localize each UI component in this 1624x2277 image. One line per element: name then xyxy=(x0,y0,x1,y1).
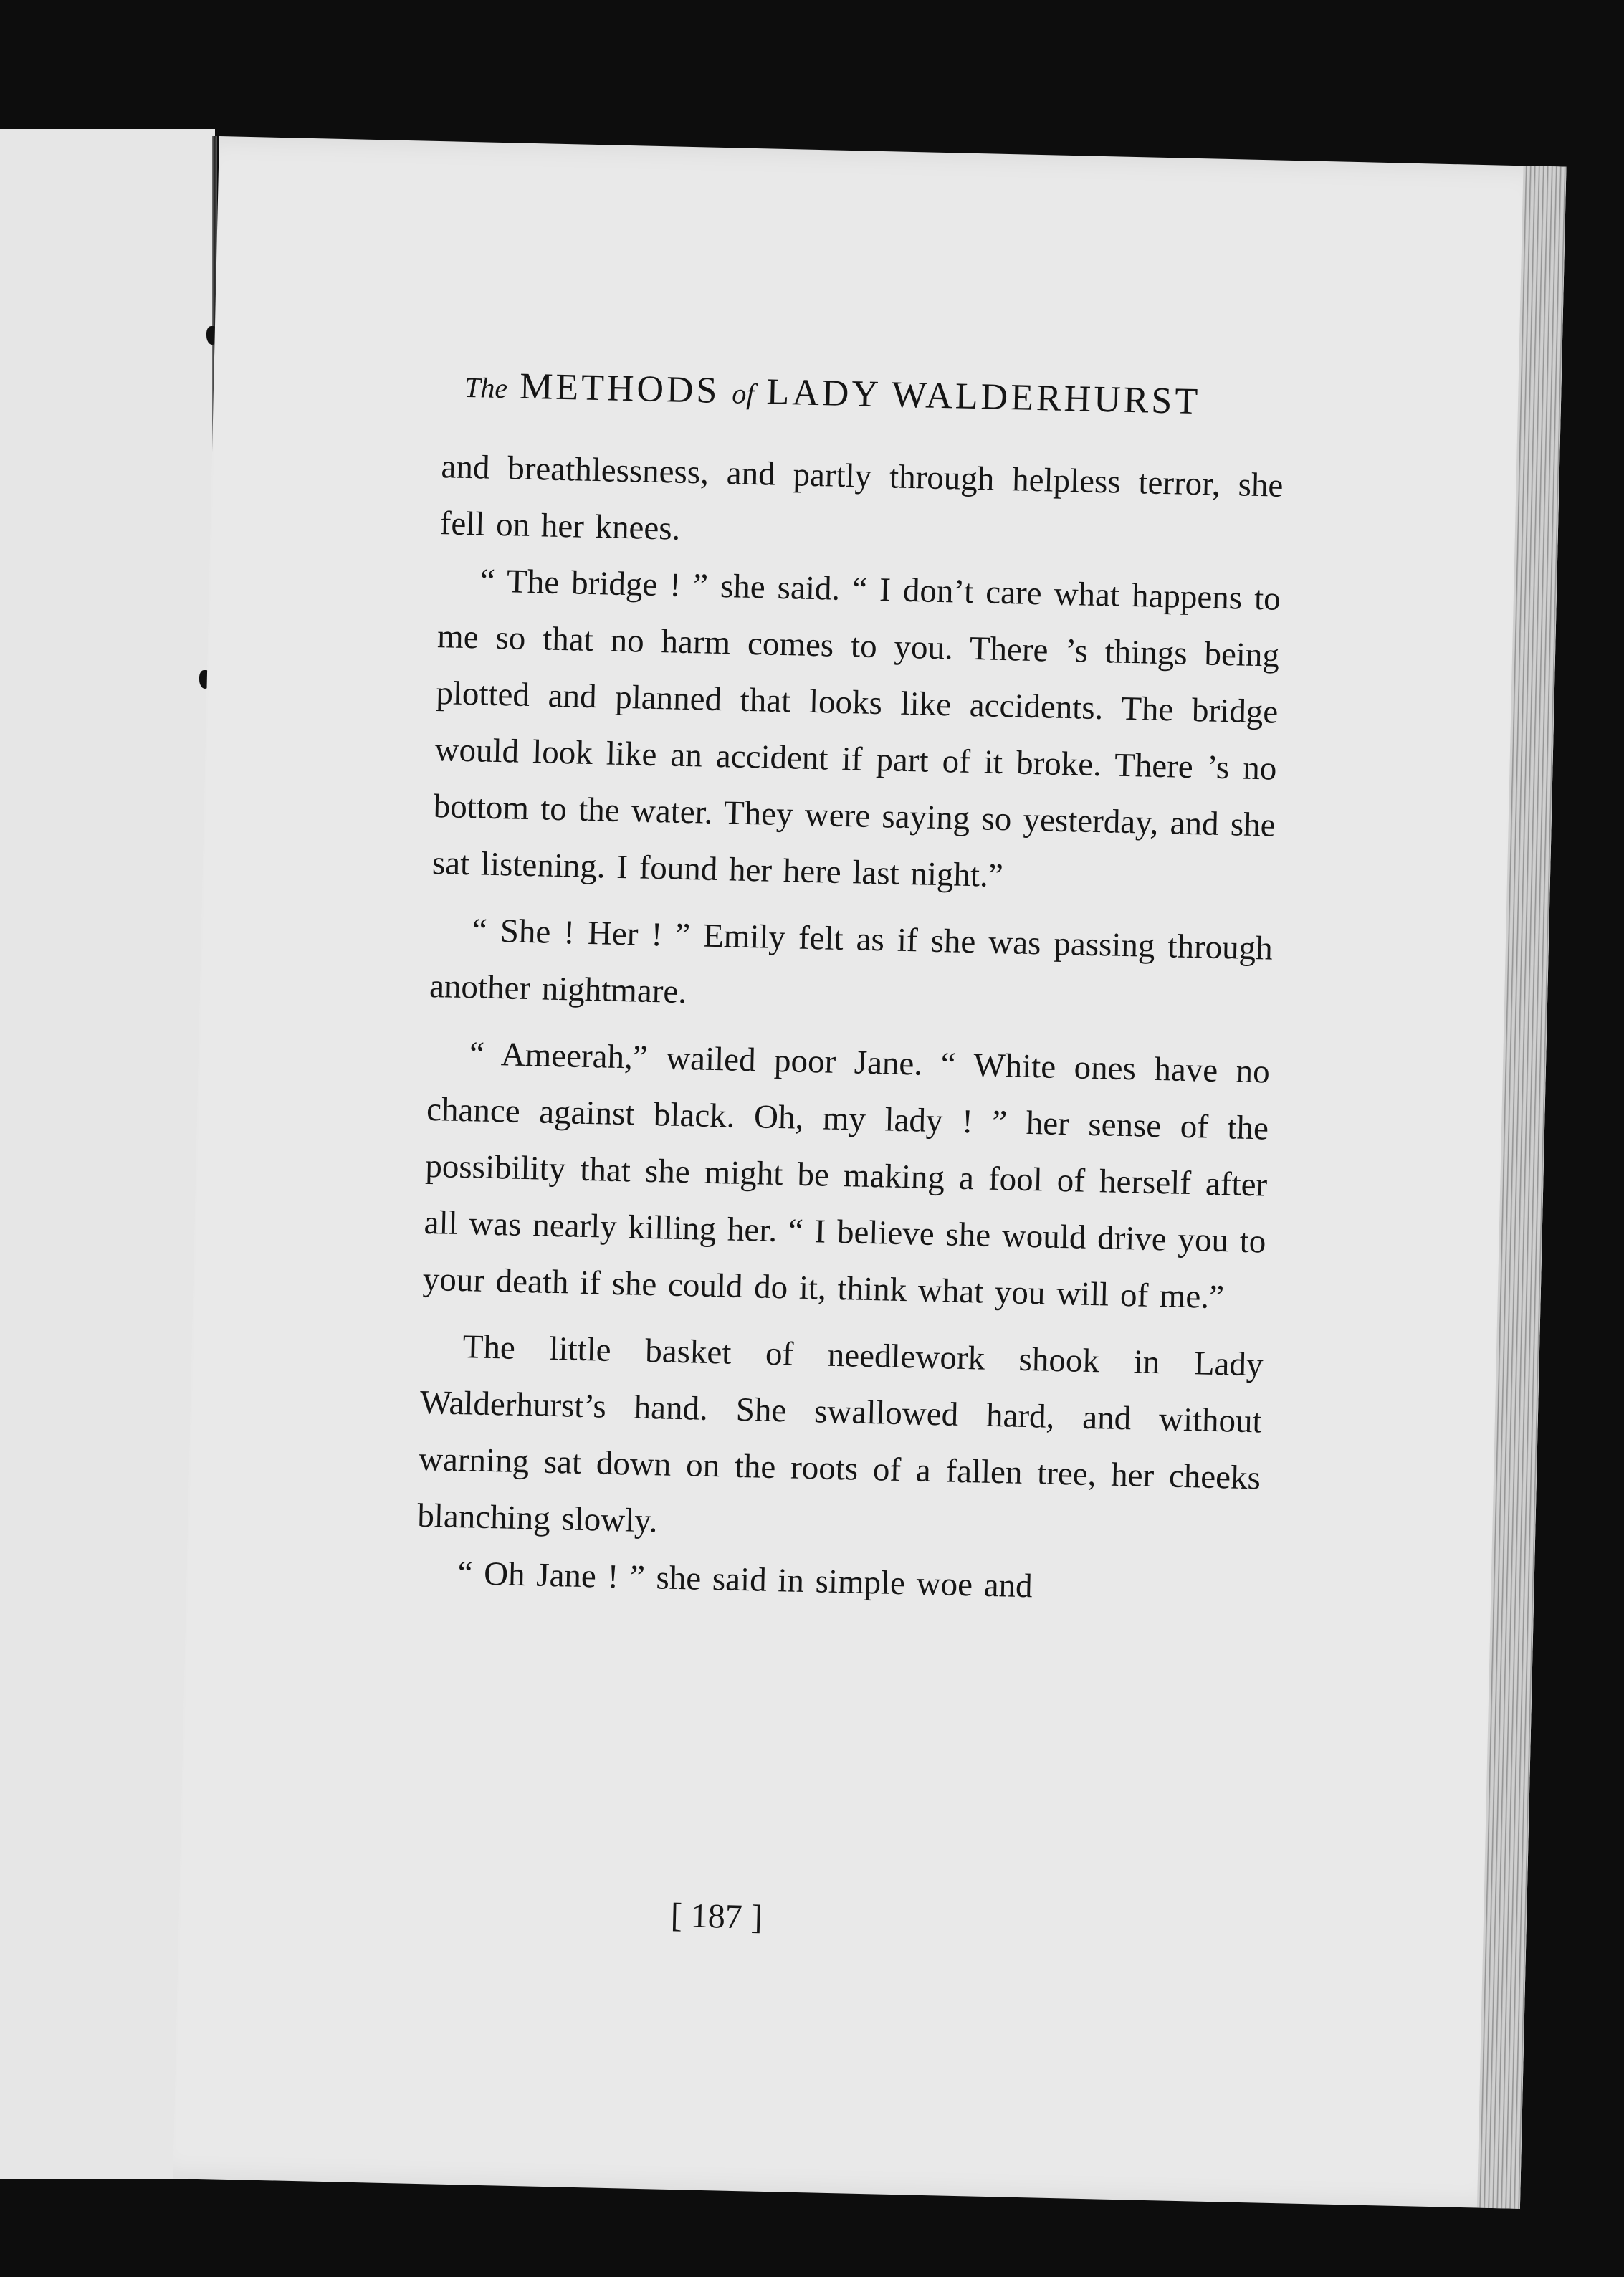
paragraph: “ Ameerah,” wailed poor Jane. “ White ones have no chance against black. Oh, my lady ! ” her sense of the possibility that she might be making a fool of herself after all was nearly killing her. “ I believe she would drive you to your death if she could do it, think what you will of me.” xyxy=(422,1035,1271,1317)
running-head-title: LADY WALDERHURST xyxy=(765,371,1201,423)
page-number: [ 187 ] xyxy=(670,1896,763,1937)
body-text xyxy=(416,439,1284,1620)
paragraph: “ Oh Jane ! ” she said in simple woe and xyxy=(457,1555,1033,1605)
book-page xyxy=(173,136,1566,2209)
running-head-methods: METHODS xyxy=(519,366,721,411)
paragraph: The little basket of needlework shook in Lady Walderhurst’s hand. She swallowed hard, and without warning sat down on the roots of a fallen tree, her cheeks blanching slowly. xyxy=(416,1328,1264,1540)
paragraph: “ She ! Her ! ” Emily felt as if she was passing through another nightmare. xyxy=(429,912,1274,1011)
page-edge xyxy=(1477,166,1567,2209)
running-head-the: The xyxy=(464,371,508,405)
running-head xyxy=(464,364,1325,426)
paragraph: and breathlessness, and partly through helpless terror, she fell on her knees. xyxy=(439,448,1284,548)
paragraph: “ The bridge ! ” she said. “ I don’t care what happens to me so that no harm comes to you. There ’s things being plotted and planned that looks like accidents. The bridge would look like an accident if part of it broke. There ’s no bottom to the water. They were saying so yesterday, and she sat listening. I found her here last night.” xyxy=(431,562,1281,895)
running-head-of: of xyxy=(731,377,755,411)
